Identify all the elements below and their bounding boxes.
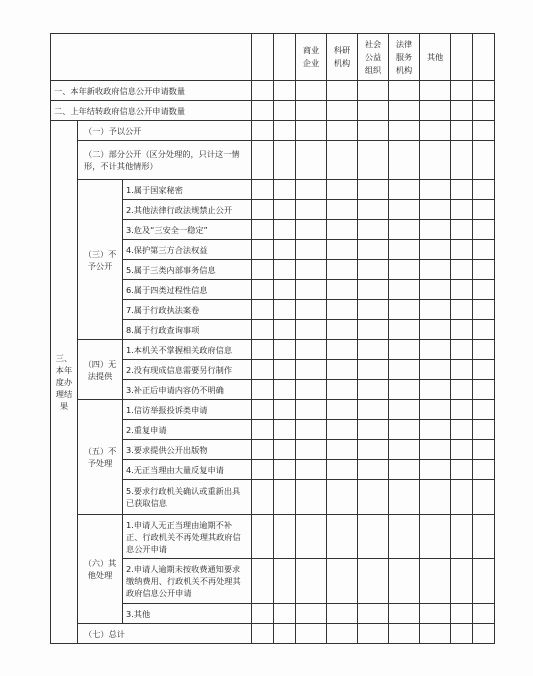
data-cell [420, 340, 451, 360]
data-cell [389, 624, 420, 644]
item-label: 4.保护第三方合法权益 [123, 240, 252, 260]
data-cell [358, 300, 389, 320]
data-cell [296, 515, 327, 559]
data-cell [327, 460, 358, 480]
data-cell [473, 420, 495, 440]
table-row [51, 101, 495, 121]
data-cell [420, 200, 451, 220]
group-label-not-disclose: （三）不予公开 [78, 180, 123, 340]
data-cell [389, 420, 420, 440]
data-cell [274, 141, 296, 180]
item-label: 4.无正当理由大量反复申请 [123, 460, 252, 480]
data-cell [358, 340, 389, 360]
data-cell [451, 400, 473, 420]
data-cell [389, 260, 420, 280]
data-cell [252, 300, 274, 320]
data-cell [451, 420, 473, 440]
data-cell [473, 200, 495, 220]
item-label: 2.其他法律行政法规禁止公开 [123, 200, 252, 220]
data-cell [327, 624, 358, 644]
data-cell [389, 101, 420, 121]
item-label: 3.补正后申请内容仍不明确 [123, 380, 252, 400]
data-cell [327, 300, 358, 320]
data-cell [274, 400, 296, 420]
data-cell [327, 515, 358, 559]
item-label: 1.信访举报投诉类申请 [123, 400, 252, 420]
header-line: 服务 [395, 51, 413, 62]
data-cell [252, 340, 274, 360]
data-cell [451, 340, 473, 360]
data-cell [473, 81, 495, 101]
data-cell [274, 624, 296, 644]
data-cell [473, 440, 495, 460]
data-cell [296, 604, 327, 624]
data-cell [296, 420, 327, 440]
data-cell [451, 200, 473, 220]
data-cell [274, 320, 296, 340]
data-cell [296, 200, 327, 220]
data-cell [358, 220, 389, 240]
data-cell [296, 101, 327, 121]
data-cell [473, 480, 495, 515]
data-cell [327, 220, 358, 240]
data-cell [389, 121, 420, 141]
data-cell [358, 200, 389, 220]
data-cell [296, 340, 327, 360]
header-line: 公益 [364, 51, 382, 62]
data-cell [358, 121, 389, 141]
data-cell [296, 360, 327, 380]
data-cell [389, 200, 420, 220]
data-cell [274, 280, 296, 300]
item-label: 5.要求行政机关确认或重新出具已获取信息 [123, 480, 252, 515]
gov-info-disclosure-table [50, 33, 495, 644]
data-cell [473, 460, 495, 480]
data-cell [274, 380, 296, 400]
data-cell [358, 180, 389, 200]
data-cell [274, 480, 296, 515]
header-public-welfare [358, 34, 389, 81]
data-cell [327, 559, 358, 604]
data-cell [389, 300, 420, 320]
data-cell [473, 380, 495, 400]
data-cell [420, 559, 451, 604]
header-legal-service [389, 34, 420, 81]
item-label: 3.其他 [123, 604, 252, 624]
item-label: 3.要求提供公开出版物 [123, 440, 252, 460]
data-cell [473, 180, 495, 200]
data-cell [274, 240, 296, 260]
data-cell [274, 360, 296, 380]
data-cell [252, 81, 274, 101]
data-cell [327, 604, 358, 624]
data-cell [389, 320, 420, 340]
data-cell [274, 180, 296, 200]
data-cell [358, 559, 389, 604]
data-cell [473, 400, 495, 420]
data-cell [296, 460, 327, 480]
data-cell [420, 81, 451, 101]
data-cell [451, 515, 473, 559]
header-blank-cell [473, 34, 495, 81]
header-blank-cell [274, 34, 296, 81]
data-cell [420, 380, 451, 400]
data-cell [252, 380, 274, 400]
header-line: 社会 [364, 38, 382, 49]
header-line: 其他 [426, 51, 444, 62]
data-cell [420, 180, 451, 200]
data-cell [296, 624, 327, 644]
data-cell [451, 559, 473, 604]
item-label: 2.申请人逾期未按收费通知要求缴纳费用、行政机关不再处理其政府信息公开申请 [123, 559, 252, 604]
data-cell [420, 320, 451, 340]
item-label: 3.危及“三安全一稳定” [123, 220, 252, 240]
data-cell [358, 400, 389, 420]
data-cell [473, 360, 495, 380]
data-cell [274, 200, 296, 220]
data-cell [274, 440, 296, 460]
header-line: 组织 [364, 64, 382, 75]
data-cell [274, 300, 296, 320]
data-cell [389, 480, 420, 515]
data-cell [358, 320, 389, 340]
data-cell [358, 480, 389, 515]
data-cell [296, 180, 327, 200]
data-cell [389, 180, 420, 200]
header-blank-cell [51, 34, 252, 81]
header-blank-cell [451, 34, 473, 81]
data-cell [327, 260, 358, 280]
data-cell [296, 480, 327, 515]
item-label: 2.重复申请 [123, 420, 252, 440]
data-cell [252, 400, 274, 420]
data-cell [420, 460, 451, 480]
row-label-partial: （二）部分公开（区分处理的，只计这一情形，不计其他情形） [78, 141, 252, 180]
data-cell [420, 220, 451, 240]
data-cell [252, 101, 274, 121]
group-label-cannot-provide: （四）无法提供 [78, 340, 123, 400]
item-label: 2.没有现成信息需要另行制作 [123, 360, 252, 380]
data-cell [274, 604, 296, 624]
data-cell [420, 101, 451, 121]
data-cell [451, 360, 473, 380]
data-cell [389, 220, 420, 240]
data-cell [473, 604, 495, 624]
data-cell [451, 121, 473, 141]
data-cell [389, 460, 420, 480]
row-label-disclose: （一）予以公开 [78, 121, 252, 141]
data-cell [389, 360, 420, 380]
data-cell [252, 141, 274, 180]
item-label: 5.属于三类内部事务信息 [123, 260, 252, 280]
data-cell [274, 101, 296, 121]
data-cell [252, 480, 274, 515]
table-row [51, 624, 495, 644]
data-cell [274, 81, 296, 101]
data-cell [451, 460, 473, 480]
data-cell [420, 515, 451, 559]
item-label: 1.属于国家秘密 [123, 180, 252, 200]
data-cell [389, 440, 420, 460]
data-cell [358, 624, 389, 644]
data-cell [327, 121, 358, 141]
data-cell [296, 300, 327, 320]
header-line: 企业 [302, 58, 320, 68]
data-cell [451, 180, 473, 200]
data-cell [420, 280, 451, 300]
data-cell [420, 400, 451, 420]
data-cell [296, 240, 327, 260]
table-row [51, 81, 495, 101]
data-cell [420, 260, 451, 280]
data-cell [252, 260, 274, 280]
data-cell [420, 624, 451, 644]
data-cell [327, 340, 358, 360]
data-cell [327, 380, 358, 400]
data-cell [327, 320, 358, 340]
header-line: 法律 [395, 38, 413, 49]
data-cell [358, 260, 389, 280]
data-cell [274, 121, 296, 141]
data-cell [451, 260, 473, 280]
data-cell [473, 101, 495, 121]
data-cell [327, 81, 358, 101]
data-cell [327, 480, 358, 515]
data-cell [451, 624, 473, 644]
data-cell [389, 141, 420, 180]
data-cell [473, 260, 495, 280]
table-row [51, 121, 495, 141]
item-label: 8.属于行政查询事项 [123, 320, 252, 340]
data-cell [296, 400, 327, 420]
data-cell [389, 604, 420, 624]
data-cell [252, 460, 274, 480]
data-cell [358, 440, 389, 460]
table-row [51, 141, 495, 180]
data-cell [420, 240, 451, 260]
section-label-results: 三、本年度办理结果 [51, 121, 78, 644]
header-research [327, 34, 358, 81]
data-cell [274, 420, 296, 440]
data-cell [473, 240, 495, 260]
data-cell [451, 101, 473, 121]
data-cell [389, 280, 420, 300]
data-cell [473, 340, 495, 360]
data-cell [296, 559, 327, 604]
data-cell [358, 420, 389, 440]
group-label-other: （六）其他处理 [78, 515, 123, 624]
data-cell [451, 320, 473, 340]
data-cell [274, 340, 296, 360]
header-blank-cell [252, 34, 274, 81]
data-cell [252, 180, 274, 200]
data-cell [252, 220, 274, 240]
data-cell [389, 81, 420, 101]
data-cell [296, 141, 327, 180]
row-label-new-requests: 一、本年新收政府信息公开申请数量 [51, 81, 252, 101]
data-cell [327, 101, 358, 121]
data-cell [451, 280, 473, 300]
data-cell [327, 440, 358, 460]
table-row [51, 340, 495, 360]
data-cell [274, 515, 296, 559]
data-cell [451, 380, 473, 400]
data-cell [389, 380, 420, 400]
data-cell [252, 420, 274, 440]
data-cell [420, 604, 451, 624]
data-cell [296, 440, 327, 460]
row-label-total: （七）总计 [78, 624, 252, 644]
data-cell [274, 260, 296, 280]
data-cell [389, 340, 420, 360]
table-row [51, 180, 495, 200]
data-cell [252, 559, 274, 604]
data-cell [358, 81, 389, 101]
item-label: 1.申请人无正当理由逾期不补正、行政机关不再处理其政府信息公开申请 [123, 515, 252, 559]
data-cell [473, 320, 495, 340]
item-label: 7.属于行政执法案卷 [123, 300, 252, 320]
data-cell [451, 141, 473, 180]
data-cell [274, 559, 296, 604]
data-cell [252, 515, 274, 559]
data-cell [327, 141, 358, 180]
data-cell [252, 280, 274, 300]
data-cell [296, 81, 327, 101]
data-cell [389, 240, 420, 260]
data-cell [252, 360, 274, 380]
data-cell [451, 220, 473, 240]
data-cell [252, 200, 274, 220]
data-cell [327, 400, 358, 420]
header-row [51, 34, 495, 81]
group-label-not-processed: （五）不予处理 [78, 400, 123, 515]
data-cell [296, 280, 327, 300]
data-cell [327, 420, 358, 440]
data-cell [274, 220, 296, 240]
data-cell [451, 604, 473, 624]
data-cell [451, 81, 473, 101]
data-cell [252, 121, 274, 141]
data-cell [358, 360, 389, 380]
data-cell [473, 280, 495, 300]
data-cell [473, 141, 495, 180]
data-cell [296, 121, 327, 141]
data-cell [327, 360, 358, 380]
data-cell [420, 121, 451, 141]
header-line: 机构 [395, 64, 413, 75]
data-cell [389, 559, 420, 604]
data-cell [358, 280, 389, 300]
table-row [51, 400, 495, 420]
data-cell [327, 200, 358, 220]
data-cell [252, 320, 274, 340]
data-cell [358, 515, 389, 559]
data-cell [358, 380, 389, 400]
data-cell [451, 480, 473, 515]
data-cell [252, 624, 274, 644]
table-row [51, 515, 495, 559]
data-cell [252, 240, 274, 260]
data-cell [358, 141, 389, 180]
data-cell [327, 180, 358, 200]
data-cell [420, 141, 451, 180]
data-cell [420, 440, 451, 460]
data-cell [420, 360, 451, 380]
data-cell [473, 121, 495, 141]
data-cell [327, 280, 358, 300]
data-cell [420, 300, 451, 320]
data-cell [358, 240, 389, 260]
header-other [420, 34, 451, 81]
header-commercial [296, 34, 327, 81]
data-cell [296, 260, 327, 280]
header-line: 机构 [333, 58, 351, 68]
data-cell [420, 420, 451, 440]
data-cell [274, 460, 296, 480]
item-label: 1.本机关不掌握相关政府信息 [123, 340, 252, 360]
data-cell [473, 559, 495, 604]
data-cell [473, 220, 495, 240]
data-cell [451, 300, 473, 320]
data-cell [358, 101, 389, 121]
data-cell [389, 515, 420, 559]
data-cell [296, 320, 327, 340]
data-cell [296, 380, 327, 400]
data-cell [420, 480, 451, 515]
data-cell [327, 240, 358, 260]
data-cell [473, 515, 495, 559]
row-label-carried-over: 二、上年结转政府信息公开申请数量 [51, 101, 252, 121]
data-cell [358, 460, 389, 480]
data-cell [389, 400, 420, 420]
header-line: 科研 [333, 45, 351, 55]
data-cell [451, 440, 473, 460]
header-line: 商业 [302, 45, 320, 55]
data-cell [451, 240, 473, 260]
item-label: 6.属于四类过程性信息 [123, 280, 252, 300]
data-cell [473, 624, 495, 644]
data-cell [358, 604, 389, 624]
data-cell [252, 440, 274, 460]
data-cell [252, 604, 274, 624]
data-cell [473, 300, 495, 320]
data-cell [296, 220, 327, 240]
